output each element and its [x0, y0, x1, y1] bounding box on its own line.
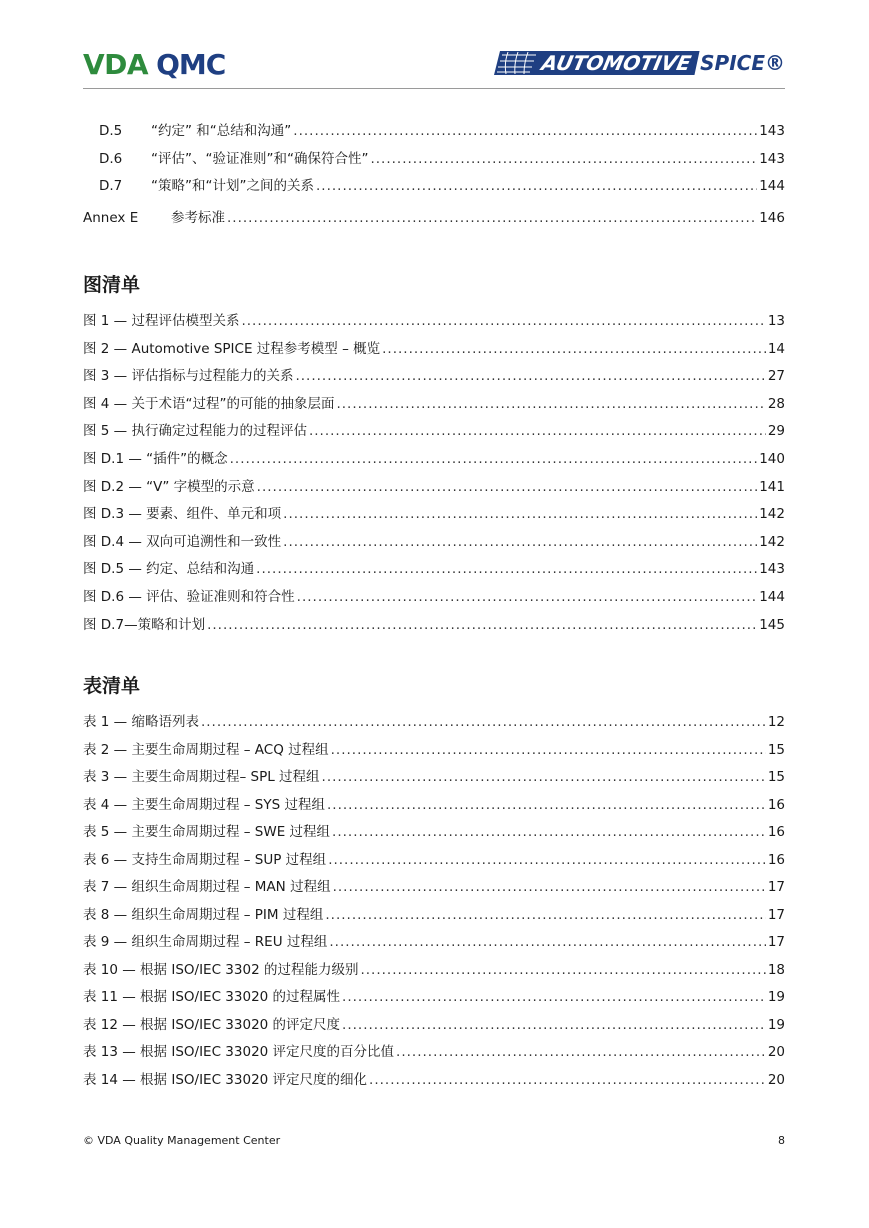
leader-dots	[360, 960, 765, 980]
leader-dots	[382, 339, 766, 359]
entry-page: 15	[767, 769, 785, 785]
globe-grid-icon	[494, 51, 540, 75]
entry-title: 表 7 — 组织生命周期过程 – MAN 过程组	[83, 879, 331, 895]
page-header	[83, 44, 785, 89]
entry-page: 17	[767, 879, 785, 895]
entry-page: 17	[767, 906, 785, 923]
leader-dots	[283, 504, 757, 524]
entry-page: 141	[759, 478, 785, 495]
entry-page: 19	[767, 989, 785, 1005]
entry-page: 29	[767, 423, 785, 440]
entry-title: 表 6 — 支持生命周期过程 – SUP 过程组	[83, 851, 327, 868]
figure-list-entry[interactable]	[83, 587, 785, 607]
entry-title: 图 D.7—策略和计划	[83, 616, 206, 633]
leader-dots	[297, 587, 758, 607]
leader-dots	[293, 121, 757, 141]
page-footer	[83, 1134, 785, 1147]
figure-list-entry[interactable]	[83, 615, 785, 635]
entry-page: 143	[759, 561, 785, 578]
leader-dots	[325, 905, 765, 925]
entry-title: 图 D.6 — 评估、验证准则和符合性	[83, 589, 295, 605]
entry-title: 表 14 — 根据 ISO/IEC 33020 评定尺度的细化	[83, 1071, 368, 1088]
leader-dots	[327, 795, 766, 815]
leader-dots	[336, 394, 765, 414]
entry-title: 表 4 — 主要生命周期过程 – SYS 过程组	[83, 796, 325, 813]
toc-entry-page: 143	[759, 151, 785, 167]
entry-page: 14	[767, 340, 785, 357]
table-list-entry[interactable]	[83, 905, 785, 925]
leader-dots	[396, 1042, 766, 1062]
entry-page: 18	[767, 961, 785, 978]
leader-dots	[333, 877, 766, 897]
tables-heading: 表清单	[83, 675, 141, 697]
entry-title: 表 1 — 缩略语列表	[83, 714, 199, 730]
table-list-entry[interactable]	[83, 877, 785, 897]
entry-page: 13	[767, 313, 785, 329]
entry-title: 图 2 — Automotive SPICE 过程参考模型 – 概览	[83, 340, 381, 357]
table-list-entry[interactable]	[83, 712, 785, 732]
entry-title: 图 D.5 — 约定、总结和沟通	[83, 561, 255, 578]
figures-heading: 图清单	[83, 274, 141, 296]
leader-dots	[230, 449, 758, 469]
toc-entry-number: D.5	[99, 123, 123, 139]
table-list-entry[interactable]	[83, 987, 785, 1007]
toc-entry-title: “约定” 和“总结和沟通”	[151, 123, 292, 139]
toc-entry-number: Annex E	[83, 210, 139, 226]
table-list-entry[interactable]	[83, 822, 785, 842]
automotive-wordmark: AUTOMOTIVE	[533, 51, 699, 75]
leader-dots	[332, 822, 766, 842]
entry-page: 142	[759, 533, 785, 550]
entry-page: 145	[759, 616, 785, 633]
leader-dots	[342, 1015, 766, 1035]
entry-title: 表 9 — 组织生命周期过程 – REU 过程组	[83, 934, 328, 950]
leader-dots	[207, 615, 757, 635]
entry-page: 140	[759, 451, 785, 467]
table-list-entry[interactable]	[83, 767, 785, 787]
entry-title: 图 4 — 关于术语“过程”的可能的抽象层面	[83, 395, 335, 412]
vda-qmc-logo	[83, 48, 225, 81]
leader-dots	[342, 987, 766, 1007]
toc-entry-number: D.7	[99, 178, 123, 194]
entry-title: 表 11 — 根据 ISO/IEC 33020 的过程属性	[83, 989, 341, 1005]
leader-dots	[295, 366, 765, 386]
table-list-entry[interactable]	[83, 740, 785, 760]
entry-title: 图 D.3 — 要素、组件、单元和项	[83, 506, 282, 523]
entry-title: 表 2 — 主要生命周期过程 – ACQ 过程组	[83, 741, 329, 758]
table-list-entry[interactable]	[83, 960, 785, 980]
entry-page: 15	[767, 741, 785, 758]
entry-title: 表 5 — 主要生命周期过程 – SWE 过程组	[83, 824, 331, 840]
entry-page: 20	[767, 1044, 785, 1060]
entry-title: 图 D.1 — “插件”的概念	[83, 451, 228, 467]
leader-dots	[241, 311, 765, 331]
figure-list-entry[interactable]	[83, 394, 785, 414]
figure-list-entry[interactable]	[83, 532, 785, 552]
entry-title: 表 8 — 组织生命周期过程 – PIM 过程组	[83, 906, 324, 923]
entry-page: 27	[767, 368, 785, 385]
entry-page: 144	[759, 589, 785, 605]
leader-dots	[309, 421, 766, 441]
toc-entry-title: 参考标准	[171, 210, 225, 226]
copyright-text: © VDA Quality Management Center	[83, 1134, 281, 1147]
leader-dots	[329, 932, 765, 952]
entry-title: 图 1 — 过程评估模型关系	[83, 313, 240, 329]
figure-list-entry[interactable]	[83, 339, 785, 359]
leader-dots	[283, 532, 757, 552]
leader-dots	[256, 559, 757, 579]
page-number: 8	[778, 1134, 785, 1147]
entry-page: 16	[767, 824, 785, 840]
leader-dots	[369, 1070, 766, 1090]
entry-title: 表 12 — 根据 ISO/IEC 33020 的评定尺度	[83, 1016, 341, 1033]
leader-dots	[370, 149, 757, 169]
leader-dots	[331, 740, 766, 760]
entry-title: 图 D.4 — 双向可追溯性和一致性	[83, 533, 282, 550]
qmc-logo-text: QMC	[156, 48, 226, 81]
figure-list-entry[interactable]	[83, 559, 785, 579]
toc-entry-page: 146	[759, 210, 785, 226]
figure-list-entry[interactable]	[83, 504, 785, 524]
entry-page: 28	[767, 395, 785, 412]
figure-list-entry[interactable]	[83, 421, 785, 441]
leader-dots	[201, 712, 766, 732]
entry-page: 19	[767, 1016, 785, 1033]
entry-page: 16	[767, 796, 785, 813]
leader-dots	[227, 208, 757, 228]
automotive-spice-logo	[494, 50, 785, 76]
entry-page: 142	[759, 506, 785, 523]
table-list-entry[interactable]	[83, 1070, 785, 1090]
toc-entry-page: 143	[759, 123, 785, 139]
table-list-entry[interactable]	[83, 850, 785, 870]
toc-entry[interactable]	[83, 176, 785, 196]
toc-entry-title: “评估”、“验证准则”和“确保符合性”	[151, 151, 369, 167]
toc-entry[interactable]	[83, 208, 785, 228]
toc-entry-page: 144	[759, 178, 785, 194]
entry-title: 表 3 — 主要生命周期过程– SPL 过程组	[83, 769, 320, 785]
table-list-entry[interactable]	[83, 932, 785, 952]
figure-list-entry[interactable]	[83, 311, 785, 331]
entry-title: 图 D.2 — “V” 字模型的示意	[83, 478, 255, 495]
figure-list-entry[interactable]	[83, 366, 785, 386]
spice-wordmark: SPICE®	[700, 51, 785, 75]
leader-dots	[257, 477, 758, 497]
toc-entry-title: “策略”和“计划”之间的关系	[151, 178, 314, 194]
leader-dots	[328, 850, 766, 870]
toc-entry[interactable]	[83, 149, 785, 169]
entry-page: 20	[767, 1071, 785, 1088]
figure-list-entry[interactable]	[83, 477, 785, 497]
toc-entry[interactable]	[83, 121, 785, 141]
entry-title: 图 3 — 评估指标与过程能力的关系	[83, 368, 294, 385]
table-list-entry[interactable]	[83, 1015, 785, 1035]
leader-dots	[322, 767, 766, 787]
entry-page: 12	[767, 714, 785, 730]
table-list-entry[interactable]	[83, 795, 785, 815]
entry-title: 图 5 — 执行确定过程能力的过程评估	[83, 423, 307, 440]
vda-logo-text: VDA	[83, 48, 149, 81]
toc-entry-number: D.6	[99, 151, 123, 167]
entry-title: 表 13 — 根据 ISO/IEC 33020 评定尺度的百分比值	[83, 1044, 395, 1060]
leader-dots	[316, 176, 757, 196]
figure-list-entry[interactable]	[83, 449, 785, 469]
entry-title: 表 10 — 根据 ISO/IEC 3302 的过程能力级别	[83, 961, 359, 978]
table-list-entry[interactable]	[83, 1042, 785, 1062]
entry-page: 16	[767, 851, 785, 868]
entry-page: 17	[767, 934, 785, 950]
